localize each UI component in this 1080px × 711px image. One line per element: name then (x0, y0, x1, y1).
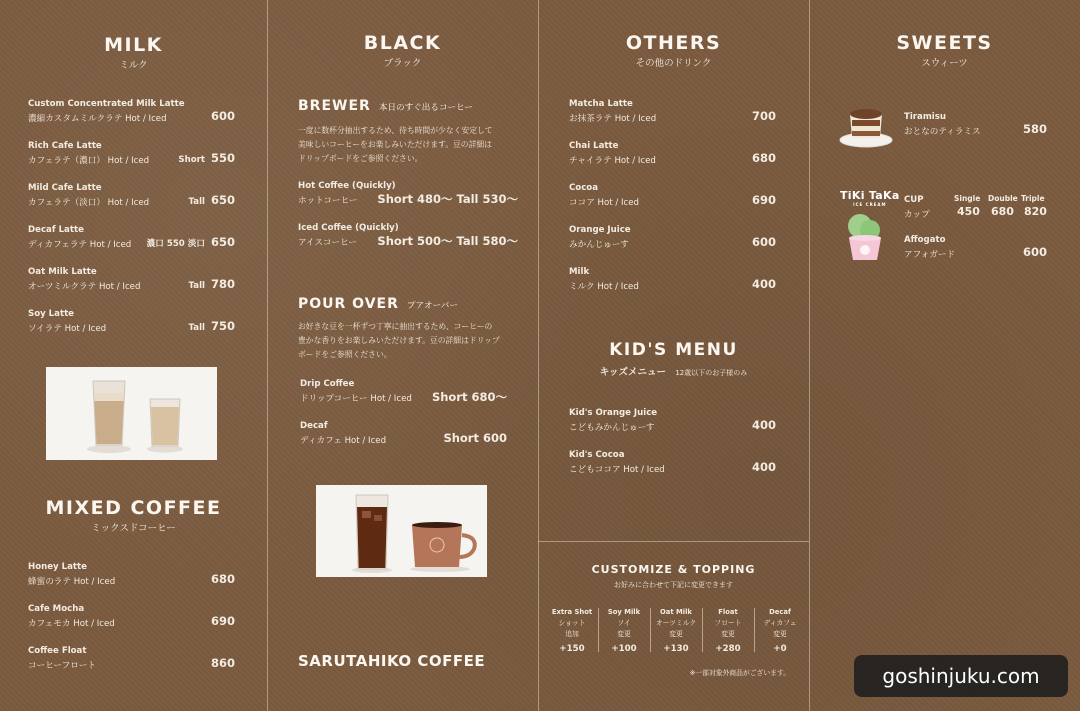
item-name-en: Matcha Latte (569, 99, 633, 109)
item-size: Tall (188, 323, 205, 333)
topping-jp2: 追加 (565, 630, 579, 638)
tiramisu-icon (838, 100, 894, 150)
item-price-value: 860 (210, 656, 235, 670)
item-name-en: Iced Coffee (Quickly) (298, 223, 399, 233)
brewer-description (298, 124, 523, 166)
item-name-jp: 濃縮カスタムミルクラテ Hot / Iced (28, 114, 167, 124)
pour-desc-line: お好きな豆を一杯ずつ丁寧に抽出するため、コーヒーの (298, 322, 493, 331)
menu-item (569, 223, 631, 253)
menu-item (300, 419, 386, 449)
topping-subtitle: お好みに合わせて下記に変更できます (614, 581, 733, 589)
tiramisu-image (838, 100, 894, 154)
item-price-value: Short 680～ (431, 390, 507, 404)
cup-size-label: Single (954, 194, 981, 203)
topping-option (754, 607, 806, 655)
tiki-taka-sub: ICE CREAM (853, 202, 887, 207)
tiramisu-item (904, 110, 981, 140)
affogato-en: Affogato (904, 235, 946, 245)
item-price-value: 680 (751, 151, 776, 165)
column-divider (267, 0, 268, 711)
item-name-jp: お抹茶ラテ Hot / Iced (569, 114, 657, 124)
pour-over-heading (298, 296, 458, 312)
topping-price: +280 (715, 644, 741, 654)
cup-en: CUP (904, 195, 924, 205)
item-price-value: 400 (751, 460, 776, 474)
item-name-jp: アイスコーヒー (298, 238, 357, 248)
item-name-jp: ミルク Hot / Iced (569, 282, 639, 292)
item-price-value: 650 (210, 193, 235, 207)
topping-price: +0 (773, 644, 787, 654)
item-price (189, 319, 235, 333)
item-name-en: Kid's Orange Juice (569, 408, 658, 418)
pour-over-description (298, 320, 523, 362)
item-name-jp: こどもみかんじゅーす (569, 423, 655, 433)
cup-item (904, 193, 930, 223)
topping-price: +100 (611, 644, 637, 654)
menu-item (569, 97, 656, 127)
kids-subtitle-text: キッズメニュー (599, 367, 667, 378)
milk-title: MILK (104, 34, 163, 56)
item-name-en: Drip Coffee (300, 379, 355, 389)
item-price (211, 656, 235, 670)
topping-price: +150 (559, 644, 585, 654)
topping-price: +130 (663, 644, 689, 654)
black-subtitle: ブラック (383, 58, 422, 69)
topping-jp1: ショット (558, 619, 586, 627)
kids-age-note: 12歳以下のお子様のみ (675, 369, 748, 377)
item-price (752, 418, 776, 432)
item-name-jp: カフェモカ Hot / Iced (28, 619, 115, 629)
milk-subtitle: ミルク (119, 60, 148, 71)
menu-item (28, 181, 149, 211)
item-price-value: 750 (210, 319, 235, 333)
mixed-coffee-title: MIXED COFFEE (45, 497, 222, 519)
topping-en: Decaf (769, 608, 791, 616)
item-name-en: Mild Cafe Latte (28, 183, 102, 193)
menu-item (300, 377, 412, 407)
ice-cream-cup-icon (844, 210, 886, 264)
item-price-value: 680 (210, 572, 235, 586)
others-title: OTHERS (625, 32, 722, 54)
menu-item (569, 448, 665, 478)
item-price (432, 389, 507, 405)
sweets-subtitle: スウィーツ (921, 58, 968, 69)
item-price-value: 690 (751, 193, 776, 207)
item-price-value: 600 (210, 109, 235, 123)
latte-photo (46, 367, 217, 460)
cup-size-price: 820 (1024, 205, 1047, 218)
menu-item (28, 139, 149, 169)
item-name-en: Coffee Float (28, 646, 87, 656)
pour-desc-line: ボードをご参照ください。 (298, 350, 392, 359)
menu-item (28, 602, 115, 632)
kids-menu-title: KID'S MENU (609, 340, 738, 360)
item-price (211, 109, 235, 123)
section-divider (538, 541, 809, 542)
menu-item (28, 97, 185, 127)
pour-over-title: POUR OVER (298, 296, 399, 312)
topping-option (546, 607, 598, 655)
item-name-en: Oat Milk Latte (28, 267, 97, 277)
item-name-jp: オーツミルクラテ Hot / Iced (28, 282, 141, 292)
topping-jp1: ソイ (617, 619, 631, 627)
topping-jp1: ディカフェ (763, 619, 797, 627)
item-name-jp: こどもココア Hot / Iced (569, 465, 665, 475)
item-price (377, 233, 518, 249)
item-name-en: Milk (569, 267, 590, 277)
item-name-en: Custom Concentrated Milk Latte (28, 99, 185, 109)
topping-option (598, 607, 650, 655)
cup-size-label: Triple (1021, 194, 1045, 203)
item-size: Tall (188, 281, 205, 291)
brewer-desc-line: 美味しいコーヒーをお楽しみいただけます。豆の詳細は (298, 140, 492, 149)
item-name-jp: みかんじゅーす (569, 240, 629, 250)
item-price (211, 614, 235, 628)
item-price-value: Short 480～ Tall 530～ (377, 192, 518, 206)
menu-item (28, 223, 131, 253)
menu-item (28, 560, 115, 590)
others-subtitle: その他のドリンク (635, 58, 712, 69)
menu-item (569, 406, 657, 436)
item-price-value: 780 (210, 277, 235, 291)
item-price (752, 277, 776, 291)
item-name-jp: ソイラテ Hot / Iced (28, 324, 107, 334)
tiramisu-en: Tiramisu (904, 112, 946, 122)
black-title: BLACK (363, 32, 442, 54)
brewer-title: BREWER (298, 98, 371, 114)
sweets-title: SWEETS (896, 32, 993, 54)
item-name-jp: ディカフェ Hot / Iced (300, 436, 387, 446)
item-price (147, 235, 235, 249)
item-price-value: 650 (210, 235, 235, 249)
tiki-taka-logo (840, 189, 900, 207)
ice-cream-image (844, 210, 886, 268)
item-name-jp: ホットコーヒー (298, 196, 358, 206)
item-price (178, 151, 235, 165)
item-name-en: Soy Latte (28, 309, 75, 319)
coffee-cup-image (316, 485, 487, 577)
topping-option (702, 607, 754, 655)
menu-item (28, 644, 96, 674)
brewer-jp: 本日のすぐ出るコーヒー (378, 103, 474, 113)
site-watermark: goshinjuku.com (854, 655, 1068, 697)
item-price-value: 550 (210, 151, 235, 165)
item-price-value: Short 600 (443, 431, 507, 445)
affogato-item (904, 233, 955, 263)
item-price (377, 191, 518, 207)
item-name-en: Hot Coffee (Quickly) (298, 181, 396, 191)
mixed-coffee-subtitle: ミックスドコーヒー (91, 523, 176, 534)
item-price (211, 572, 235, 586)
cup-size-label: Double (988, 194, 1018, 203)
item-name-en: Rich Cafe Latte (28, 141, 102, 151)
topping-en: Soy Milk (607, 608, 641, 616)
latte-glasses-image (46, 367, 217, 460)
kids-menu-subtitle (538, 364, 809, 378)
item-price-value: 700 (751, 109, 776, 123)
topping-en: Oat Milk (660, 608, 692, 616)
item-price-value: 400 (751, 277, 776, 291)
item-name-en: Honey Latte (28, 562, 87, 572)
item-price-value: 600 (751, 235, 776, 249)
item-name-jp: カフェラテ（淡口） Hot / Iced (28, 198, 150, 208)
item-size: Short (178, 155, 205, 165)
topping-en: Extra Shot (551, 608, 593, 616)
menu-item (28, 265, 140, 295)
item-name-jp: ドリップコーヒー Hot / Iced (300, 394, 412, 404)
menu-item (28, 307, 106, 337)
item-name-jp: ディカフェラテ Hot / Iced (28, 240, 132, 250)
item-name-jp: 蜂蜜のラテ Hot / Iced (28, 577, 116, 587)
menu-item (569, 139, 656, 169)
menu-item (569, 265, 639, 295)
item-price (752, 235, 776, 249)
item-price (752, 151, 776, 165)
topping-en: Float (718, 608, 738, 616)
item-name-en: Chai Latte (569, 141, 619, 151)
item-name-en: Kid's Cocoa (569, 450, 625, 460)
item-price (752, 109, 776, 123)
item-name-jp: カフェラテ（濃口） Hot / Iced (28, 156, 150, 166)
item-size: 濃口 550 淡口 (146, 239, 205, 249)
item-name-jp: ココア Hot / Iced (569, 198, 639, 208)
brewer-heading (298, 98, 473, 114)
pour-over-jp: プアオーバー (406, 301, 458, 311)
coffee-photo (316, 485, 487, 577)
pour-desc-line: 豊かな香りをお楽しみいただけます。豆の詳細はドリップ (298, 336, 500, 345)
topping-jp2: 変更 (721, 630, 735, 638)
item-price (189, 277, 235, 291)
item-price-value: 400 (751, 418, 776, 432)
item-name-jp: チャイラテ Hot / Iced (569, 156, 656, 166)
tiki-taka-name: TiKi TaKa (840, 189, 900, 202)
item-name-jp: コーヒーフロート (28, 661, 96, 671)
item-price-value: Short 500～ Tall 580～ (377, 234, 518, 248)
item-price (752, 460, 776, 474)
item-name-en: Cocoa (569, 183, 599, 193)
tiramisu-price: 580 (1022, 122, 1047, 136)
item-price (752, 193, 776, 207)
cup-jp: カップ (904, 210, 930, 220)
affogato-jp: アフォガード (904, 250, 956, 260)
topping-jp2: 変更 (669, 630, 683, 638)
item-price-value: 690 (210, 614, 235, 628)
item-price (189, 193, 235, 207)
item-size: Tall (188, 197, 205, 207)
item-name-en: Cafe Mocha (28, 604, 85, 614)
cup-size-price: 680 (991, 205, 1014, 218)
brewer-desc-line: 一度に数杯分抽出するため、待ち時間が少なく安定して (298, 126, 493, 135)
cup-size-price: 450 (957, 205, 980, 218)
topping-footnote: ※一部対象外商品がございます。 (689, 669, 790, 677)
topping-jp1: フロート (714, 619, 742, 627)
tiramisu-jp: おとなのティラミス (904, 127, 981, 137)
item-name-en: Decaf Latte (28, 225, 84, 235)
topping-jp2: 変更 (773, 630, 787, 638)
sarutahiko-logo: SARUTAHIKO COFFEE (298, 652, 486, 670)
topping-jp2: 変更 (617, 630, 631, 638)
topping-title: CUSTOMIZE & TOPPING (591, 563, 756, 576)
brewer-desc-line: ドリップボードをご参照ください。 (298, 154, 423, 163)
menu-item (569, 181, 639, 211)
item-price (443, 431, 507, 445)
topping-jp1: オーツミルク (655, 619, 697, 627)
topping-option (650, 607, 702, 655)
column-divider (809, 0, 810, 711)
affogato-price: 600 (1022, 245, 1047, 259)
item-name-en: Orange Juice (569, 225, 631, 235)
item-name-en: Decaf (300, 421, 328, 431)
